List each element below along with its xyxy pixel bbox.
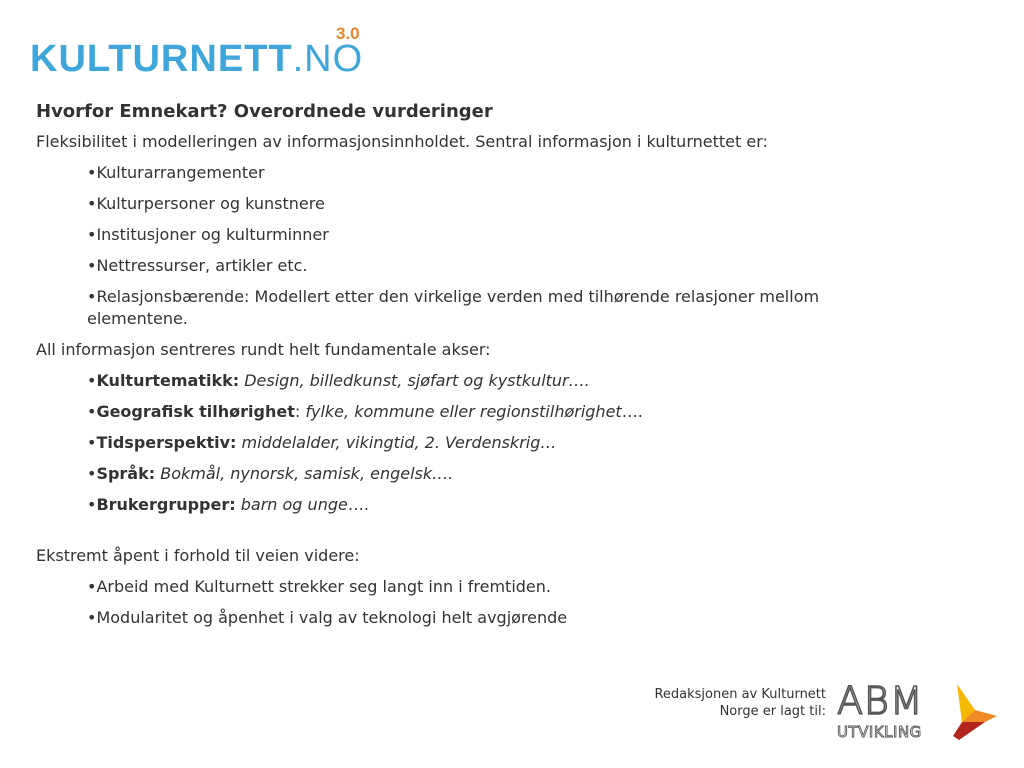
- future-list: [87, 576, 856, 629]
- axis-separator: :: [294, 402, 306, 421]
- axis-item-kulturtematikk: [87, 370, 856, 392]
- list-item: •Institusjoner og kulturminner: [87, 225, 329, 244]
- kulturnett-logo: [30, 24, 370, 80]
- bullet: •: [87, 464, 97, 483]
- content-types-list: [87, 162, 856, 330]
- abm-logo-text-top: ABM: [837, 680, 924, 723]
- axis-item-brukergrupper: [87, 494, 856, 516]
- logo-wordmark: [30, 38, 363, 80]
- list-item: •Modularitet og åpenhet i valg av teknologi helt avgjørende: [87, 608, 568, 627]
- bullet: •: [87, 433, 97, 452]
- open-intro-text: Ekstremt åpent i forhold til veien videre:: [36, 546, 360, 565]
- footer-line-2: Norge er lagt til:: [719, 704, 826, 719]
- abm-utvikling-logo: [835, 680, 1005, 742]
- logo-version: 3.0: [336, 24, 360, 43]
- axis-value: Design, billedkunst, sjøfart og kystkultur….: [244, 371, 590, 390]
- axis-value: Bokmål, nynorsk, samisk, engelsk….: [160, 464, 454, 483]
- axes-intro-text: All informasjon sentreres rundt helt fundamentale akser:: [36, 340, 491, 359]
- axis-label: Språk:: [96, 464, 156, 483]
- spacer: [36, 516, 856, 536]
- axis-tail: ….: [347, 495, 369, 514]
- axis-label: Geografisk tilhørighet: [96, 402, 295, 421]
- footer-line-1: Redaksjonen av Kulturnett: [654, 687, 826, 702]
- slide-content: [36, 100, 856, 629]
- abm-mark-icon: [953, 684, 997, 740]
- bullet: •: [87, 371, 97, 390]
- list-item: •Kulturarrangementer: [87, 163, 265, 182]
- list-item: •Arbeid med Kulturnett strekker seg langt inn i fremtiden.: [87, 577, 551, 596]
- list-item: •Nettressurser, artikler etc.: [87, 256, 308, 275]
- axis-item-geografisk: [87, 401, 856, 423]
- axis-value: middelalder, vikingtid, 2. Verdenskrig…: [241, 433, 557, 452]
- axis-item-sprak: [87, 463, 856, 485]
- logo-dot: .: [292, 38, 305, 80]
- logo-tld: NO: [304, 38, 364, 80]
- axis-value: fylke, kommune eller regionstilhørighet: [305, 402, 622, 421]
- bullet: •: [87, 495, 97, 514]
- list-item: •Kulturpersoner og kunstnere: [87, 194, 325, 213]
- list-item: •Relasjonsbærende: Modellert etter den virkelige verden med tilhørende relasjoner mellom elementene.: [87, 287, 820, 328]
- axis-item-tidsperspektiv: [87, 432, 856, 454]
- axis-label: Brukergrupper:: [96, 495, 236, 514]
- slide-title: Hvorfor Emnekart? Overordnede vurderinger: [36, 101, 493, 122]
- bullet: •: [87, 402, 97, 421]
- abm-logo-text-bottom: UTVIKLING: [837, 723, 922, 741]
- footer-credit: [654, 686, 826, 720]
- axis-label: Kulturtematikk:: [96, 371, 240, 390]
- axis-label: Tidsperspektiv:: [96, 433, 237, 452]
- axes-list: [87, 370, 856, 516]
- intro-text: Fleksibilitet i modelleringen av informasjonsinnholdet. Sentral informasjon i kulturnettet er:: [36, 132, 768, 151]
- axis-tail: ….: [621, 402, 643, 421]
- axis-value: barn og unge: [240, 495, 348, 514]
- logo-main-text: KULTURNETT: [30, 38, 293, 80]
